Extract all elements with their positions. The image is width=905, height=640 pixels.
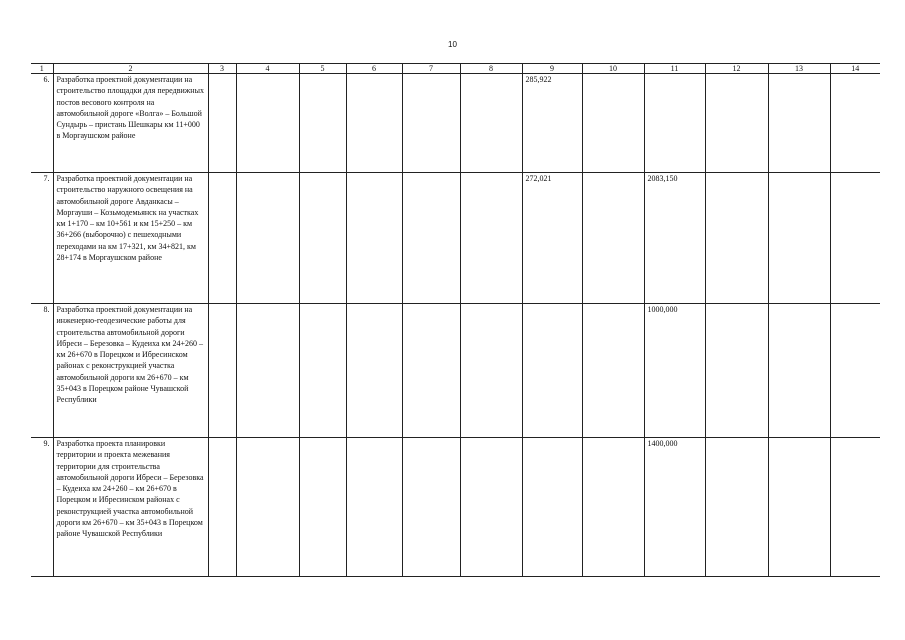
cell: [830, 438, 880, 577]
column-header: 10: [582, 64, 644, 74]
page-number: 10: [448, 40, 457, 49]
cell: [460, 304, 522, 438]
cell: [346, 438, 402, 577]
cell-col11: 1000,000: [644, 304, 705, 438]
cell-col9: 272,021: [522, 173, 582, 304]
header-row: [31, 64, 880, 74]
cell: [346, 74, 402, 173]
table-row: [31, 74, 880, 173]
cell: [830, 74, 880, 173]
cell: [768, 74, 830, 173]
column-header: 3: [208, 64, 236, 74]
row-number: 7.: [31, 173, 53, 304]
cell: [582, 74, 644, 173]
cell: [402, 173, 460, 304]
cell: [582, 173, 644, 304]
cell-col9: [522, 304, 582, 438]
column-header: 4: [236, 64, 299, 74]
cell: [705, 74, 768, 173]
row-description: Разработка проектной документации на инженерно-геодезические работы для строительства автомобильной дороги Ибреси – Березовка – Кудеиха км 24+260 – км 26+670 в Порецком и Ибресинском районах с реконструкцией участка автомобильной дороги км 26+670 – км 35+043 в Порецком районе Чувашской Республики: [53, 304, 208, 438]
column-header: 2: [53, 64, 208, 74]
cell: [460, 173, 522, 304]
table-row: [31, 438, 880, 577]
column-header: 8: [460, 64, 522, 74]
column-header: 12: [705, 64, 768, 74]
table-row: [31, 173, 880, 304]
column-header: 6: [346, 64, 402, 74]
cell: [208, 438, 236, 577]
column-header: 1: [31, 64, 53, 74]
cell: [299, 173, 346, 304]
cell: [346, 304, 402, 438]
column-header: 14: [830, 64, 880, 74]
cell: [705, 438, 768, 577]
cell-col11: [644, 74, 705, 173]
cell: [768, 438, 830, 577]
column-header: 5: [299, 64, 346, 74]
cell: [299, 74, 346, 173]
cell: [768, 304, 830, 438]
cell: [208, 173, 236, 304]
column-header: 11: [644, 64, 705, 74]
column-header: 9: [522, 64, 582, 74]
cell: [346, 173, 402, 304]
row-description: Разработка проекта планировки территории и проекта межевания территории для строительства автомобильной дороги Ибреси – Березовка – Кудеиха км 24+260 – км 26+670 в Порецком и Ибресинском районах с реконструкцией участка автомобильной дороги км 26+670 – км 35+043 в Порецком районе Чувашской Республики: [53, 438, 208, 577]
cell-col9: [522, 438, 582, 577]
row-number: 9.: [31, 438, 53, 577]
cell: [402, 304, 460, 438]
cell: [208, 74, 236, 173]
cell-col11: 2083,150: [644, 173, 705, 304]
cell: [236, 173, 299, 304]
cell: [402, 438, 460, 577]
cell: [460, 438, 522, 577]
column-header: 7: [402, 64, 460, 74]
cell-col9: 285,922: [522, 74, 582, 173]
cell: [830, 304, 880, 438]
cell: [705, 173, 768, 304]
row-description: Разработка проектной документации на строительство площадки для передвижных постов весового контроля на автомобильной дороге «Волга» – Большой Сундырь – пристань Шешкары км 11+000 в Моргаушском районе: [53, 74, 208, 173]
cell: [582, 304, 644, 438]
cell: [460, 74, 522, 173]
cell: [299, 438, 346, 577]
cell: [830, 173, 880, 304]
column-header: 13: [768, 64, 830, 74]
cell: [299, 304, 346, 438]
cell-col11: 1400,000: [644, 438, 705, 577]
cell: [236, 438, 299, 577]
cell: [208, 304, 236, 438]
row-number: 6.: [31, 74, 53, 173]
cell: [402, 74, 460, 173]
row-description: Разработка проектной документации на строительство наружного освещения на автомобильной дороге Авданкасы – Моргауши – Козьмодемьянск на участках км 1+170 – км 10+561 и км 15+250 – км 36+266 (выборочно) с пешеходными переходами на км 17+321, км 34+821, км 28+174 в Моргаушском районе: [53, 173, 208, 304]
budget-table: [31, 63, 880, 577]
cell: [768, 173, 830, 304]
row-number: 8.: [31, 304, 53, 438]
cell: [582, 438, 644, 577]
table-row: [31, 304, 880, 438]
cell: [236, 74, 299, 173]
cell: [236, 304, 299, 438]
cell: [705, 304, 768, 438]
